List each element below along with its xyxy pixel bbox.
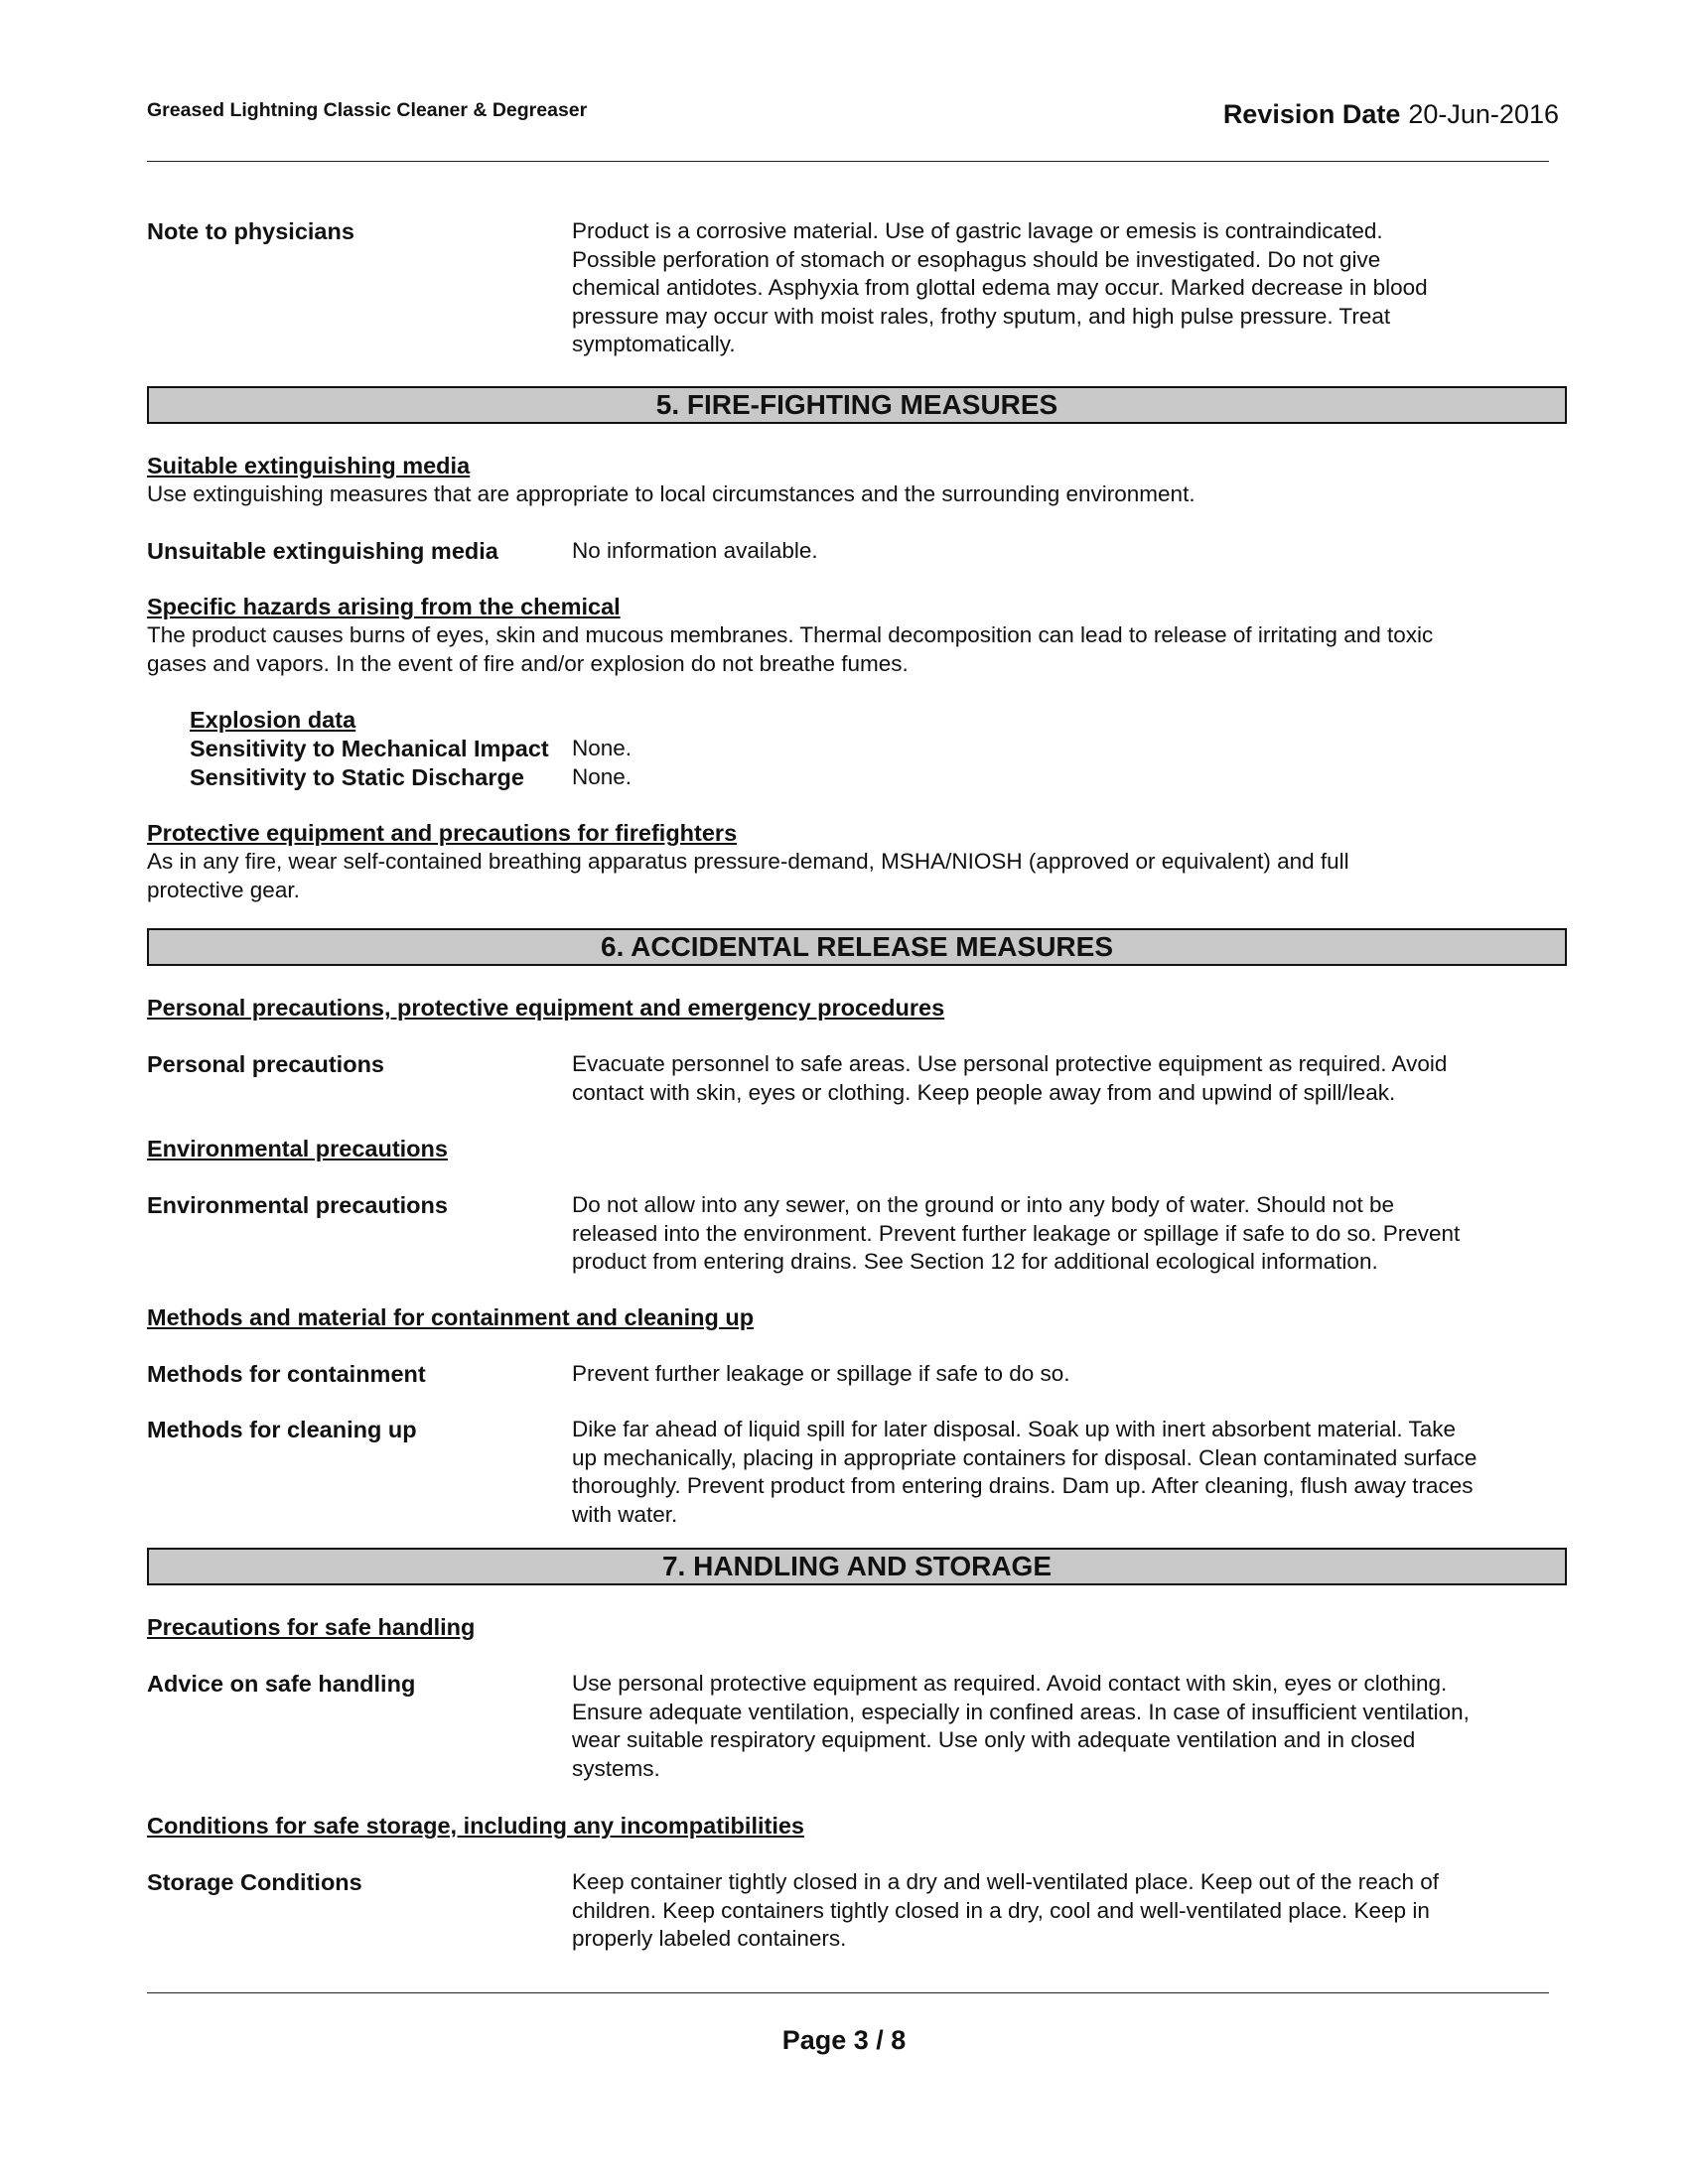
environmental-precautions-heading: Environmental precautions <box>147 1136 448 1161</box>
containment-label: Methods for containment <box>147 1361 426 1387</box>
text-line: The product causes burns of eyes, skin and mucous membranes. Thermal decomposition can lead to release of irritating and toxic <box>147 622 1434 647</box>
text-line: children. Keep containers tightly closed in a dry, cool and well-ventilated place. Keep in <box>572 1897 1430 1923</box>
text-line: Possible perforation of stomach or esophagus should be investigated. Do not give <box>572 246 1381 272</box>
safe-storage-heading: Conditions for safe storage, including any incompatibilities <box>147 1813 804 1839</box>
text-line: Product is a corrosive material. Use of gastric lavage or emesis is contraindicated. <box>572 218 1383 243</box>
text-line: wear suitable respiratory equipment. Use only with adequate ventilation and in closed <box>572 1727 1416 1752</box>
text-line: Use personal protective equipment as required. Avoid contact with skin, eyes or clothing. <box>572 1671 1448 1696</box>
unsuitable-media-label: Unsuitable extinguishing media <box>147 538 498 564</box>
static-discharge-value: None. <box>572 764 633 789</box>
text-line: contact with skin, eyes or clothing. Keep people away from and upwind of spill/leak. <box>572 1079 1396 1105</box>
revision-date <box>1223 99 1559 130</box>
text-line: Dike far ahead of liquid spill for later disposal. Soak up with inert absorbent material. Take <box>572 1417 1457 1441</box>
header-rule <box>147 161 1549 162</box>
text-line: gases and vapors. In the event of fire and/or explosion do not breathe fumes. <box>147 650 909 676</box>
personal-precautions-heading: Personal precautions, protective equipment and emergency procedures <box>147 995 945 1021</box>
advice-handling-text <box>572 1670 1565 1783</box>
footer-rule <box>147 1992 1549 1993</box>
text-line: Keep container tightly closed in a dry and well-ventilated place. Keep out of the reach of <box>572 1869 1440 1894</box>
revision-date-label: Revision Date <box>1222 99 1401 129</box>
text-line: symptomatically. <box>572 332 736 356</box>
section-5-header: 5. FIRE-FIGHTING MEASURES <box>147 386 1567 424</box>
text-line: Do not allow into any sewer, on the ground or into any body of water. Should not be <box>572 1192 1395 1217</box>
protective-equipment-text <box>147 848 1567 904</box>
text-line: pressure may occur with moist rales, frothy sputum, and high pulse pressure. Treat <box>572 303 1391 329</box>
protective-equipment-heading: Protective equipment and precautions for firefighters <box>147 820 738 846</box>
storage-conditions-label: Storage Conditions <box>147 1869 362 1895</box>
containment-cleaning-heading: Methods and material for containment and cleaning up <box>147 1304 755 1330</box>
text-line: released into the environment. Prevent further leakage or spillage if safe to do so. Prevent <box>572 1220 1461 1246</box>
note-physicians-label: Note to physicians <box>147 218 354 244</box>
text-line: As in any fire, wear self-contained breathing apparatus pressure-demand, MSHA/NIOSH (approved or equivalent) and full <box>147 849 1349 874</box>
advice-handling-label: Advice on safe handling <box>147 1671 416 1697</box>
explosion-data-heading: Explosion data <box>190 707 356 733</box>
storage-conditions-text <box>572 1868 1565 1954</box>
personal-precautions-label: Personal precautions <box>147 1051 384 1077</box>
text-line: thoroughly. Prevent product from entering drains. Dam up. After cleaning, flush away traces <box>572 1473 1474 1498</box>
text-line: protective gear. <box>147 877 300 902</box>
cleaning-text <box>572 1416 1565 1529</box>
static-discharge-label: Sensitivity to Static Discharge <box>190 764 524 790</box>
specific-hazards-text <box>147 621 1567 678</box>
environmental-precautions-text <box>572 1191 1565 1277</box>
environmental-precautions-label: Environmental precautions <box>147 1192 448 1218</box>
section-6-header: 6. ACCIDENTAL RELEASE MEASURES <box>147 928 1567 966</box>
mechanical-impact-value: None. <box>572 736 633 760</box>
specific-hazards-heading: Specific hazards arising from the chemical <box>147 594 621 619</box>
personal-precautions-text <box>572 1050 1565 1107</box>
text-line: properly labeled containers. <box>572 1926 847 1951</box>
unsuitable-media-value: No information available. <box>572 538 818 563</box>
cleaning-label: Methods for cleaning up <box>147 1417 417 1442</box>
text-line: systems. <box>572 1755 660 1781</box>
safe-handling-heading: Precautions for safe handling <box>147 1614 476 1640</box>
text-line: with water. <box>572 1501 678 1527</box>
note-physicians-text <box>572 217 1565 359</box>
text-line: product from entering drains. See Section 12 for additional ecological information. <box>572 1249 1378 1274</box>
text-line: Evacuate personnel to safe areas. Use personal protective equipment as required. Avoid <box>572 1051 1448 1076</box>
mechanical-impact-label: Sensitivity to Mechanical Impact <box>190 736 549 761</box>
text-line: chemical antidotes. Asphyxia from glottal edema may occur. Marked decrease in blood <box>572 275 1428 300</box>
section-7-header: 7. HANDLING AND STORAGE <box>147 1548 1567 1585</box>
product-name: Greased Lightning Classic Cleaner & Degreaser <box>147 99 588 121</box>
page-number: Page 3 / 8 <box>781 2025 907 2055</box>
suitable-media-text: Use extinguishing measures that are appropriate to local circumstances and the surrounding environment. <box>147 481 1196 506</box>
containment-value: Prevent further leakage or spillage if safe to do so. <box>572 1361 1070 1386</box>
text-line: Ensure adequate ventilation, especially in confined areas. In case of insufficient ventilation, <box>572 1699 1470 1724</box>
text-line: up mechanically, placing in appropriate containers for disposal. Clean contaminated surface <box>572 1444 1477 1470</box>
revision-date-value: 20-Jun-2016 <box>1408 99 1559 129</box>
suitable-media-heading: Suitable extinguishing media <box>147 453 471 478</box>
